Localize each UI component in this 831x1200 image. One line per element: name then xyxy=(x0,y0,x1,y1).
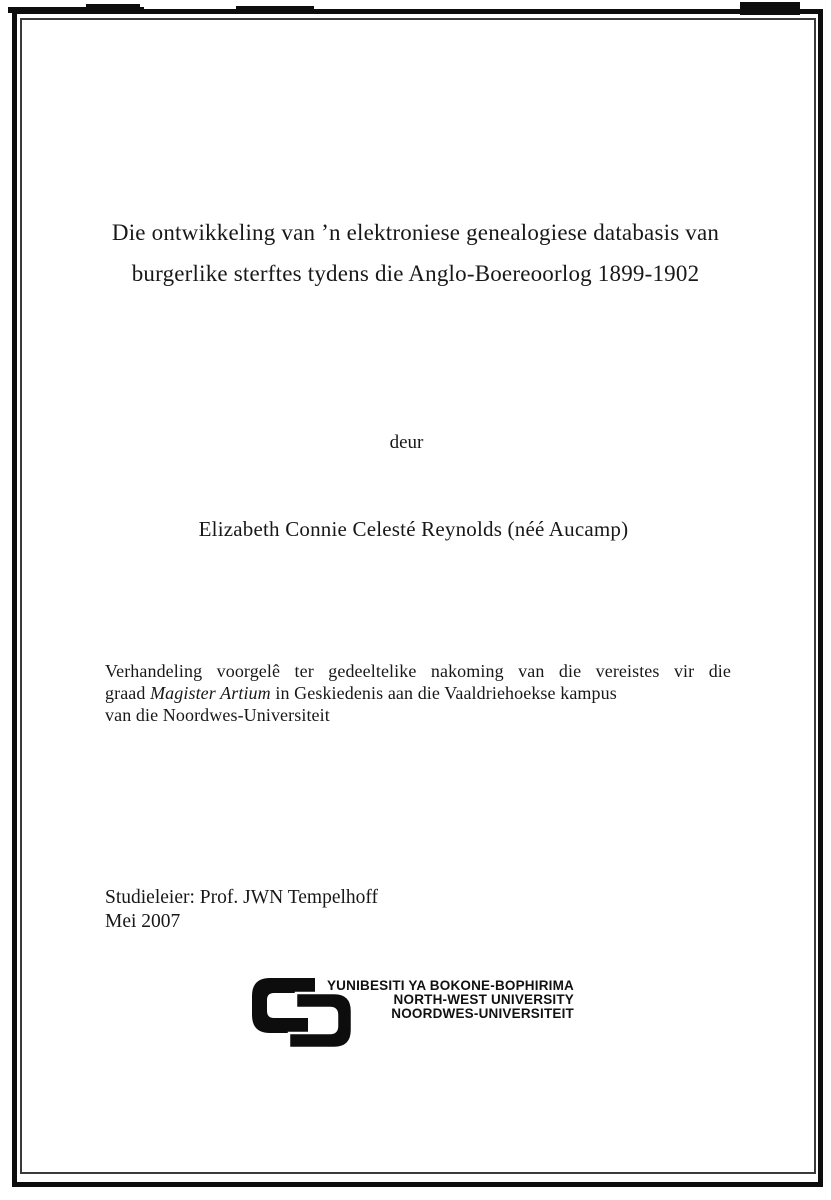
degree-statement-line2-suffix: in Geskiedenis aan die Vaaldriehoekse kampus xyxy=(270,683,617,703)
nwu-logo-text xyxy=(322,979,574,1020)
date-line: Mei 2007 xyxy=(105,910,181,932)
supervisor-line: Studieleier: Prof. JWN Tempelhoff xyxy=(105,887,379,908)
nwu-logo-line2: NORTH-WEST UNIVERSITY xyxy=(393,991,574,1007)
scan-smudge xyxy=(236,6,314,11)
byline-label: deur xyxy=(389,432,424,453)
scan-smudge xyxy=(740,2,800,15)
degree-statement-line1: Verhandeling voorgelê ter gedeeltelike nakoming van die vereistes vir die xyxy=(105,661,731,681)
thesis-title-line1: Die ontwikkeling van ’n elektroniese genealogiese databasis van xyxy=(111,220,720,245)
scan-smudge xyxy=(86,4,140,12)
degree-statement-line2 xyxy=(105,682,731,704)
degree-statement xyxy=(105,660,731,726)
nwu-logo xyxy=(252,976,582,1051)
supervisor-block xyxy=(105,886,378,933)
author-name: Elizabeth Connie Celesté Reynolds (néé Aucamp) xyxy=(198,517,629,541)
degree-name-italic: Magister Artium xyxy=(150,683,271,703)
nwu-logo-line3: NOORDWES-UNIVERSITEIT xyxy=(391,1005,574,1021)
thesis-title-line2: burgerlike sterftes tydens die Anglo-Boereoorlog 1899-1902 xyxy=(131,261,700,286)
nwu-logo-line1: YUNIBESITI YA BOKONE-BOPHIRIMA xyxy=(326,978,574,993)
thesis-title xyxy=(60,212,771,294)
degree-statement-line3: van die Noordwes-Universiteit xyxy=(105,705,330,725)
degree-statement-line2-prefix: graad xyxy=(105,683,151,703)
